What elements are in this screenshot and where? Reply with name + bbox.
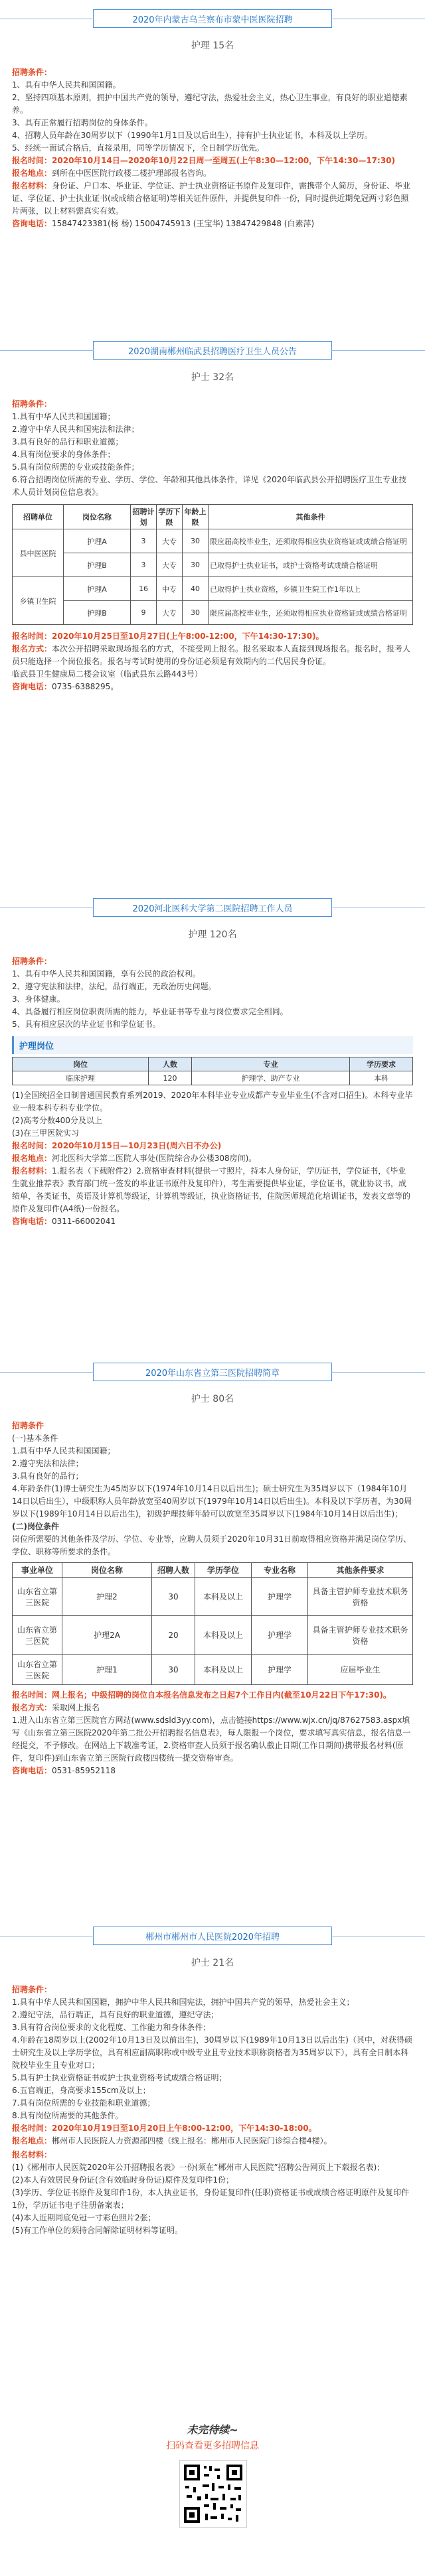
table-cell: 大专 [157,601,183,625]
place-line [12,2135,413,2147]
table-cell: 9 [131,601,157,625]
section-1-conditions-heading: 招聘条件： [12,68,52,77]
tel-heading: 咨询电话： [12,1217,52,1226]
materials-heading: 报名材料： [12,1166,52,1176]
condition-line: 4、具备履行相应岗位职责所需的能力，毕业证书等专业与岗位要求完全相同。 [12,1007,288,1016]
table-cell: 应届毕业生 [308,1655,413,1685]
section-5-count: 护士 21名 [191,1958,234,1968]
table-cell: 大专 [157,529,183,553]
table-cell: 山东省立第三医院 [13,1578,62,1616]
materials-line: (1)《郴州市人民医院2020年公开招聘报名表》一份(须在“郴州市人民医院”招聘公告网页上下载报名表)； [12,2163,385,2172]
table-header-cell: 招聘单位 [13,505,64,529]
table-header-cell: 招聘计划 [131,505,157,529]
tel-line [12,218,413,230]
table-cell: 30 [183,601,209,625]
way-heading: 报名方式： [12,1703,52,1712]
table-cell: 限应届高校毕业生，还须取得相应执业资格证或成绩合格证明 [209,529,413,553]
qr-code[interactable] [179,2460,247,2528]
tel-value: 0735-6388295。 [52,682,119,691]
section-3-banner [93,898,332,917]
table-row [13,601,413,625]
time-line [12,155,413,167]
condition-line: 1.具有中华人民共和国国籍； [12,412,116,421]
table-cell: 30 [152,1578,195,1616]
table-cell: 护理B [64,601,131,625]
time-value: 2020年10月25日至10月27日(上午8:00-12:00，下午14:30-17:30)。 [52,632,324,641]
table-cell: 山东省立第三医院 [13,1616,62,1655]
table-cell: 本科及以上 [195,1616,252,1655]
tel-value: 15847423381(杨 杨) 15004745913 (王宝华) 13847429848 (白素萍) [52,219,315,228]
time-heading: 报名时间： [12,1141,52,1150]
section-5-body [12,1984,413,2237]
condition-line: 4.年龄条件(1)博士研究生为45周岁以下(1974年10月14日以后出生)；硕士研究生为35周岁以下（1984年10月14日以后出生），中级职称人员年龄放宽至40周岁以下(1979年10月14日以后出生)。本科及以下学历者，为30周岁以下(1989年10月14日以后出生)，初级护理技师年龄可以放宽至35周岁以下(1984年10月14日以后出生)； [12,1484,412,1519]
table-cell: 护理学 [252,1655,308,1685]
time-line [12,1140,413,1152]
condition-line: 6.五官端正，身高要求155cm及以上； [12,2086,151,2095]
place-heading: 报名地点： [12,2136,52,2145]
table-cell: 乡镇卫生院 [13,577,64,625]
table-header-cell: 岗位名称 [62,1563,152,1578]
materials-line: (4)本人近期同底免冠一寸彩色照片2张； [12,2213,156,2222]
condition-line: 岗位所需要的其他条件及学历、学位、专业等，应聘人员须于2020年10月31日前取得相应资格并满足岗位学历、学位、职称等所要求的条件。 [12,1534,412,1556]
post-title: 护理岗位 [19,1042,54,1051]
section-4-conditions-heading: 招聘条件 [12,1421,44,1430]
condition-line: 3.具有良好的品行； [12,1471,84,1481]
table-header-cell: 岗位名称 [64,505,131,529]
table-cell: 20 [152,1616,195,1655]
table-cell: 40 [183,577,209,601]
table-cell: 本科及以上 [195,1655,252,1685]
note-line: (2)高考分数400分及以上 [12,1116,102,1125]
time-heading: 报名时间： [12,156,52,165]
condition-line: 4.年龄在18周岁以上(2002年10月13日及以前出生)，30周岁以下(1989年10月13日以后出生)（其中，对获得硕士研究生及以上学历学位，具有相应副高职称或中级专业且专业技术职称资格者为35周岁以下），具有全日制本科院校毕业生且专业对口； [12,2035,412,2070]
table-row [13,553,413,577]
condition-line: 1.具有中华人民共和国国籍，拥护中华人民共和国宪法，拥护中国共产党的领导，热爱社会主义； [12,1998,355,2007]
footer [0,2415,425,2574]
table-cell: 本科及以上 [195,1578,252,1616]
table-cell: 已取得护士执业证书，或护士资格考试成绩合格证明 [209,553,413,577]
table-row [13,1578,413,1616]
table-header-cell: 年龄上限 [183,505,209,529]
table-cell: 护理B [64,553,131,577]
materials-heading: 报名材料： [12,2150,52,2159]
time-heading: 报名时间： [12,2124,52,2133]
materials-line: (5)有工作单位的须持合同解除证明材料等证明。 [12,2226,183,2235]
condition-line: 1、具有中华人民共和国国籍。 [12,80,121,90]
condition-line: 5、具有相应层次的毕业证书和学位证书。 [12,1020,161,1029]
way-line [12,643,413,668]
time-value: 2020年10月15日—10月23日(周六日不办公) [52,1141,222,1150]
condition-line: 2、遵守宪法和法律，法纪，品行端正，无政治历史问题。 [12,982,216,991]
table-header-cell: 专业 [192,1057,350,1071]
section-3-banner-title: 2020河北医科大学第二医院招聘工作人员 [132,904,293,914]
table-header-cell: 专业名称 [252,1563,308,1578]
table-cell: 县中医医院 [13,529,64,577]
place-heading: 报名地点： [12,169,52,178]
condition-line: 4.具有岗位要求的身体条件； [12,450,116,459]
note-line: (1)全国统招全日制普通国民教育系列2019、2020年本科毕业专业成都产专业毕业生(不含对口招生)。本科专业毕业一般本科专科专业学位。 [12,1091,413,1113]
way-value: 本次公开招聘采取现场报名的方式，不接受网上报名。报名采取本人直接到现场报名。报名时，报考人员只能选择一个岗位报名。报名与考试时使用的身份证必须是有效期内的二代居民身份证。 [12,644,411,666]
time-value: 网上报名；中级招聘的岗位自本报名信息发布之日起7个工作日内(截至10月22日下午17:30)。 [52,1690,391,1700]
table-cell: 护理2A [62,1616,152,1655]
materials-line [12,1165,413,1215]
table-header-cell: 学历下限 [157,505,183,529]
condition-line: (二)岗位条件 [12,1522,59,1531]
condition-line: (一)基本条件 [12,1434,58,1443]
table-header-row [13,1563,413,1578]
tel-line [12,1765,413,1777]
section-1-body [12,66,413,230]
table-header-cell: 其他条件要求 [308,1563,413,1578]
condition-line: 7.具有岗位所需的专业技能和职业道德； [12,2098,155,2108]
way-heading: 报名方式： [12,644,52,653]
table-cell: 护理学 [252,1616,308,1655]
footer-title: 未完待续~ [187,2423,238,2436]
table-header-cell: 其他条件 [209,505,413,529]
time-value: 2020年10月14日—2020年10月22日周一至周五(上午8:30—12:00，下午14:30—17:30) [52,156,396,165]
condition-line: 5.具有护士执业资格证书或护士执业资格考试成绩合格证明； [12,2073,227,2082]
section-2-table [12,504,413,625]
time-heading: 报名时间： [12,632,52,641]
place-value: 郴州市人民医院人力资源部四楼（线上报名：郴州市人民医院门诊综合楼4楼）。 [52,2136,332,2145]
table-header-cell: 人数 [149,1057,192,1071]
time-line [12,1689,413,1702]
place-value: 到所在中医医院行政楼二楼护理部报名咨询。 [52,169,212,178]
section-3-table [12,1057,413,1085]
section-1-banner-title: 2020年内蒙古乌兰察布市蒙中医医院招聘 [132,15,293,25]
section-2-count: 护士 32名 [191,372,234,383]
place-line [12,167,413,180]
table-cell: 120 [149,1071,192,1085]
way-line [12,1702,413,1714]
section-2-banner [93,341,332,360]
condition-line: 2.遵纪守法，品行端正，具有良好的职业道德，遵纪守法； [12,2010,219,2019]
materials-value: 1.报名表（下载附件2）2.资格审查材料(提供一寸照片，持本人身份证，学历证书，学位证书，《毕业生就业推荐表》教育部门统一签发的毕业证书原件及复印件），考生需要提供毕业证，学位证书，就业协议书，成绩单，各类证书，英语及计算机等级证，计算机等级证，执业资格证书，住院医师规范化培训证书，发表文章等的原件及复印件(A4纸)一份报名。 [12,1166,411,1213]
table-row [13,529,413,553]
tel-line [12,681,413,693]
condition-line: 1、具有中华人民共和国国籍，享有公民的政治权利。 [12,969,201,979]
section-4-banner [93,1363,332,1381]
table-cell: 30 [183,529,209,553]
way-value: 采取网上报名 [52,1703,100,1712]
time-line [12,630,413,643]
section-4-count: 护士 80名 [191,1394,234,1404]
footer-subtitle: 扫码查看更多招聘信息 [166,2441,259,2451]
table-row [13,1616,413,1655]
table-cell: 具备主管护师专业技术职务资格 [308,1578,413,1616]
place-heading: 报名地点： [12,1154,52,1163]
condition-line: 2.遵守中华人民共和国宪法和法律； [12,425,139,434]
table-cell: 山东省立第三医院 [13,1655,62,1685]
table-cell: 护理学 [252,1578,308,1616]
condition-line: 3.具有良好的品行和职业道德； [12,437,124,446]
condition-line: 2、坚持四项基本原则，拥护中国共产党的领导，遵纪守法，热爱社会主义，热心卫生事业，有良好的职业道德素养。 [12,93,408,115]
section-5-conditions-heading: 招聘条件： [12,1985,52,1994]
table-header-cell: 招聘人数 [152,1563,195,1578]
section-1-banner [93,9,332,28]
tel-value: 0531-85952118 [52,1766,116,1775]
condition-line: 2.遵守宪法和法律； [12,1459,84,1468]
section-4-table [12,1562,413,1685]
table-cell: 已取得护士执业资格，乡镇卫生院工作1年以上 [209,577,413,601]
table-header-row [13,1057,413,1071]
table-cell: 3 [131,553,157,577]
materials-line [12,180,413,218]
place-line: 临武县卫生健康局二楼会议室（临武县东云路443号） [12,669,203,679]
condition-line: 5、经统一面试合格后，直接录用，同等学历情况下，全日制学历优先。 [12,143,264,153]
tel-heading: 咨询电话： [12,1766,52,1775]
materials-value: 身份证、户口本、毕业证、学位证、护士执业资格证书原件及复印件，需携带个人简历，身份证、毕业证、学位证、护士执业证书(或成绩合格证明)等相关证件原件，并提供复印件一份，同时提供近期免冠两寸彩色照片两张，以上材料需真实有效。 [12,181,411,216]
time-line [12,2122,413,2135]
condition-line: 5.具有岗位所需的专业或技能条件； [12,462,139,472]
table-cell: 30 [183,553,209,577]
section-2-conditions-heading: 招聘条件： [12,399,52,409]
table-cell: 临床护理 [13,1071,149,1085]
section-1-count: 护理 15名 [191,40,234,51]
section-5-banner [93,1927,332,1945]
table-header-cell: 学历学位 [195,1563,252,1578]
table-cell: 护理2 [62,1578,152,1616]
table-cell: 16 [131,577,157,601]
table-header-cell: 岗位 [13,1057,149,1071]
condition-line: 6.符合招聘岗位所需的专业、学历、学位、年龄和其他具体条件，详见《2020年临武县公开招聘医疗卫生专业技术人员计划岗位信息表》。 [12,475,406,497]
tel-heading: 咨询电话： [12,219,52,228]
way-detail: 1.进入山东省立第三医院官方网站(www.sdsld3yy.com)，点击链接https://www.wjx.cn/jq/87627583.aspx填写《山东省立第三医院2020年第二批公开招聘报名信息表》，每人限报一个岗位，要求填写真实信息，报名信息一经提交，不予修改。在网站上下载准考证，2.资格审查人员须于报名确认截止日期(工作日期间)携带报名材料(原件，复印件)到山东省立第三医院行政楼四楼统一提交资格审查。 [12,1716,411,1763]
section-4-banner-title: 2020年山东省立第三医院招聘简章 [145,1368,280,1379]
table-cell: 具备主管护师专业技术职务资格 [308,1616,413,1655]
place-value: 河北医科大学第二医院人事处(医院综合办公楼308房间)。 [52,1154,257,1163]
section-3-count: 护理 120名 [188,929,237,940]
table-header-cell: 学历要求 [350,1057,413,1071]
condition-line: 3、身体健康。 [12,994,65,1004]
condition-line: 1.具有中华人民共和国国籍； [12,1446,116,1456]
table-header-cell: 事业单位 [13,1563,62,1578]
note-line: (3)在三甲医院实习 [12,1128,79,1138]
table-cell: 护理学、助产专业 [192,1071,350,1085]
materials-line: (2)本人有效居民身份证(含有效临时身份证)原件及复印件1份； [12,2175,234,2185]
section-5-banner-title: 郴州市郴州市人民医院2020年招聘 [145,1932,280,1942]
condition-line: 4、招聘人员年龄在30周岁以下（1990年1月1日及以后出生），持有护士执业证书，本科及以上学历。 [12,131,373,140]
table-cell: 限应届高校毕业生，还须取得相应执业资格证或成绩合格证明 [209,601,413,625]
condition-line: 3.具有符合岗位要求的文化程度、工作能力和身体条件； [12,2023,211,2032]
section-4-body [12,1420,413,1777]
table-cell: 大专 [157,553,183,577]
table-cell: 30 [152,1655,195,1685]
section-3-conditions-heading: 招聘条件： [12,957,52,966]
materials-line: (3)学历、学位证书原件及复印件1份，本人执业证书，身份证复印件(任职)资格证书或成绩合格证明原件及复印件1份，学历证书电子注册备案表； [12,2188,410,2210]
table-cell: 本科 [350,1071,413,1085]
table-header-row [13,505,413,529]
table-cell: 护理A [64,529,131,553]
tel-heading: 咨询电话： [12,682,52,691]
tel-line [12,1215,413,1228]
post-title-bar [12,1036,413,1054]
table-cell: 3 [131,529,157,553]
table-row [13,1071,413,1085]
qr-code-icon [180,2461,246,2527]
condition-line: 8.具有岗位所需要的其他条件。 [12,2111,124,2120]
table-cell: 护理A [64,577,131,601]
table-cell: 护理1 [62,1655,152,1685]
section-2-body [12,398,413,693]
tel-value: 0311-66002041 [52,1217,116,1226]
time-value: 2020年10月19日至10月20日上午8:00-12:00，下午14:30-18:00。 [52,2124,317,2133]
materials-heading: 报名材料： [12,181,52,190]
section-2-banner-title: 2020湖南郴州临武县招聘医疗卫生人员公告 [128,346,298,357]
condition-line: 3、具有正常履行招聘岗位的身体条件。 [12,118,153,127]
place-line [12,1152,413,1165]
time-heading: 报名时间： [12,1690,52,1700]
section-3-body [12,955,413,1228]
table-cell: 中专 [157,577,183,601]
table-row [13,1655,413,1685]
table-row [13,577,413,601]
